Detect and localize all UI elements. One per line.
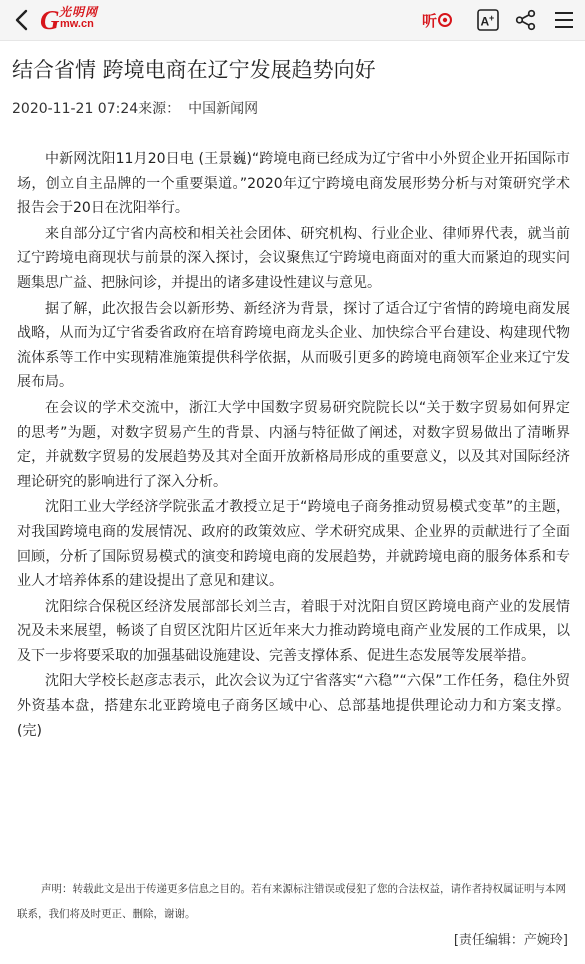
site-logo[interactable] bbox=[40, 5, 106, 35]
article-meta bbox=[12, 99, 258, 119]
share-icon bbox=[515, 9, 537, 31]
listen-button[interactable] bbox=[422, 8, 454, 32]
paragraph-6: 沈阳综合保税区经济发展部部长刘兰吉，着眼于对沈阳自贸区跨境电商产业的发展情况及未来展望，畅谈了自贸区沈阳片区近年来大力推动跨境电商产业发展的工作成果，以及下一步将要采取的加强基础设施建设、完善支撑体系、促进生态发展等发展举措。 bbox=[17, 598, 570, 664]
paragraph-5: 沈阳工业大学经济学院张孟才教授立足于“跨境电子商务推动贸易模式变革”的主题，对我国跨境电商的发展情况、政府的政策效应、学术研究成果、企业界的贡献进行了全面回顾，分析了国际贸易模式的演变和跨境电商的发展趋势，并就跨境电商的服务体系和专业人才培养体系的建设提出了意见和建议。 bbox=[17, 499, 570, 590]
paragraph-4: 在会议的学术交流中，浙江大学中国数字贸易研究院院长以“关于数字贸易如何界定的思考”为题，对数字贸易产生的背景、内涵与特征做了阐述，对数字贸易做出了清晰界定，并就数字贸易的发展趋势及其对全面开放新格局形成的重要意义，以及其对国际经济理论研究的影响进行了深入分析。 bbox=[17, 399, 570, 490]
article-title: 结合省情 跨境电商在辽宁发展趋势向好 bbox=[12, 58, 376, 82]
source-name: 中国新闻网 bbox=[188, 101, 259, 117]
font-size-icon bbox=[477, 9, 499, 31]
article-body bbox=[17, 147, 570, 744]
logo-bottom-text: mw.cn bbox=[60, 18, 94, 30]
paragraph-3: 据了解，此次报告会以新形势、新经济为背景，探讨了适合辽宁省情的跨境电商发展战略，从而为辽宁省委省政府在培育跨境电商龙头企业、加快综合平台建设、构建现代物流体系等工作中实现精准施策提供科学依据，从而吸引更多的跨境电商领军企业来辽宁发展布局。 bbox=[17, 300, 570, 391]
logo-mark: G bbox=[40, 5, 60, 35]
copyright-disclaimer: 声明：转载此文是出于传递更多信息之目的。若有来源标注错误或侵犯了您的合法权益，请作者持权属证明与本网联系，我们将及时更正、删除，谢谢。 bbox=[17, 883, 566, 920]
paragraph-1: 中新网沈阳11月20日电 (王景巍)“跨境电商已经成为辽宁省中小外贸企业开拓国际市场，创立自主品牌的一个重要渠道。”2020年辽宁跨境电商发展形势分析与对策研究学术报告会于20日在沈阳举行。 bbox=[17, 151, 570, 217]
svg-text:A: A bbox=[480, 14, 490, 29]
font-size-button[interactable] bbox=[477, 9, 499, 31]
paragraph-2: 来自部分辽宁省内高校和相关社会团体、研究机构、行业企业、律师界代表，就当前辽宁跨境电商现状与前景的深入探讨，会议聚焦辽宁跨境电商面对的重大而紧迫的现实问题集思广益、把脉问诊，并提出的诸多建设性建议与意见。 bbox=[17, 225, 570, 291]
logo-top-text: 光明网 bbox=[59, 5, 99, 19]
responsible-editor: [责任编辑：产婉玲] bbox=[453, 933, 568, 948]
chevron-left-icon bbox=[14, 9, 30, 31]
source-label: 来源： bbox=[138, 101, 181, 117]
audio-icon bbox=[438, 11, 454, 29]
top-bar bbox=[0, 0, 585, 41]
menu-button[interactable] bbox=[553, 9, 575, 31]
menu-icon bbox=[553, 9, 575, 31]
back-button[interactable] bbox=[8, 6, 36, 34]
svg-text:+: + bbox=[489, 13, 495, 23]
publish-datetime: 2020-11-21 07:24 bbox=[12, 101, 139, 117]
listen-label: 听 bbox=[422, 11, 438, 30]
share-button[interactable] bbox=[515, 9, 537, 31]
paragraph-7: 沈阳大学校长赵彦志表示，此次会议为辽宁省落实“六稳”“六保”工作任务，稳住外贸外资基本盘，搭建东北亚跨境电子商务区域中心、总部基地提供理论动力和方案支撑。(完) bbox=[17, 673, 570, 739]
